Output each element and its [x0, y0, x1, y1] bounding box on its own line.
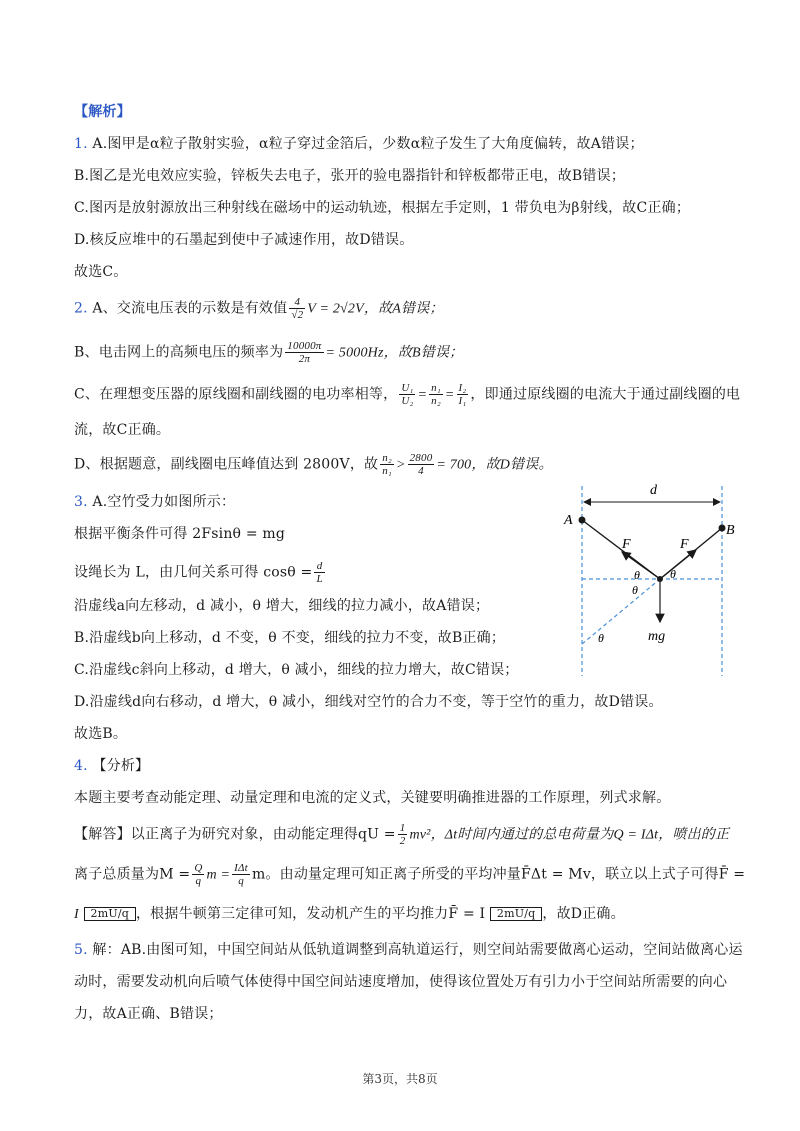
label-a: A	[564, 513, 573, 528]
force-right-arrow	[660, 550, 696, 579]
q3-line-d: D.沿虚线d向右移动，d 增大，θ 减小，细线对空竹的合力不变，等于空竹的重力，故D错误。	[74, 694, 663, 710]
q3-line-1: 根据平衡条件可得 2Fsinθ = mg	[74, 526, 286, 542]
q4-title: 4. 【分析】	[74, 758, 150, 774]
q3-line-c: C.沿虚线c斜向上移动，d 增大，θ 减小，细线的拉力增大，故C错误；	[74, 662, 519, 678]
q5-number: 5.	[74, 942, 88, 958]
q1-line-a: 1. A.图甲是α粒子散射实验，α粒子穿过金箔后，少数α粒子发生了大角度偏转，故A错误；	[74, 136, 644, 152]
q4-number: 4.	[74, 758, 88, 774]
q4-solution-2: 离子总质量为M = $\frac{Q}{q}$ m = $\frac{\text{IΔt}}{q}$ m。由动量定理可知正离子所受的平均冲量F̄Δt = Mv，联立以上式子可得F̄ =	[74, 862, 746, 887]
q2-line-d: D、根据题意，副线圈电压峰值达到 2800V，故 $\frac{\text{n₂}}{\text{n₁}}$ > $\frac{2800}{4}$ = 700，故D错误。	[74, 452, 553, 477]
q1-answer: 故选C。	[74, 264, 128, 280]
label-theta-3: θ	[632, 583, 638, 597]
fraction: $\frac{1}{2}$	[399, 822, 406, 847]
q5-line-3: 力，故A正确、B错误；	[74, 1006, 223, 1022]
q2-line-c: C、在理想变压器的原线圈和副线圈的电功率相等， $\frac{\text{U₁}}{\text{U₂}}$ = $\frac{\text{n₁}}{\text{n₂}}$ = $\frac{\text{I₂}}{\text{I₁}}$ ，即通过原线圈的电流大于通过副线圈的电	[74, 382, 741, 407]
force-left-arrow	[622, 552, 660, 579]
fraction: $\frac{\text{n₁}}{\text{n₂}}$	[431, 382, 441, 407]
q3-answer: 故选B。	[74, 726, 128, 742]
q3-line-b: B.沿虚线b向上移动，d 不变，θ 不变，细线的拉力不变，故B正确；	[74, 630, 506, 646]
q4-solution-3: I 2mU/q ，根据牛顿第三定律可知，发动机产生的平均推力F̄ = I 2mU/q ，故D正确。	[74, 906, 625, 922]
label-theta-4: θ	[598, 631, 604, 645]
q2-line-b: B、电击网上的高频电压的频率为 $\frac{10000\pi}{2\pi}$ = 5000Hz，故B错误；	[74, 340, 464, 365]
fraction: $\frac{\text{U₁}}{\text{U₂}}$	[401, 382, 414, 407]
label-theta-1: θ	[634, 568, 640, 582]
q4-analysis: 本题主要考查动能定理、动量定理和电流的定义式，关键要明确推进器的工作原理，列式求解。	[74, 790, 671, 806]
force-diagram	[556, 478, 756, 678]
point-b	[719, 525, 726, 532]
q5-line-2: 动时，需要发动机向后喷气体使得中国空间站速度增加，使得该位置处万有引力小于空间站所需要的向心	[74, 974, 728, 990]
fraction: $\frac{10000\pi}{2\pi}$	[287, 340, 322, 365]
fraction: $\frac{\text{IΔt}}{q}$	[234, 862, 248, 887]
q1-line-d: D.核反应堆中的石墨起到使中子减速作用，故D错误。	[74, 232, 414, 248]
point-a	[579, 517, 586, 524]
q1-line-b: B.图乙是光电效应实验，锌板失去电子，张开的验电器指针和锌板都带正电，故B错误；	[74, 168, 626, 184]
label-f-left: F	[622, 537, 631, 552]
q2-line-c-cont: 流，故C正确。	[74, 422, 171, 438]
q2-number: 2.	[74, 300, 88, 317]
label-b: B	[726, 523, 735, 538]
label-f-right: F	[680, 537, 689, 552]
label-mg: mg	[648, 629, 666, 644]
label-d: d	[650, 483, 657, 498]
q2-line-a: 2. A、交流电压表的示数是有效值 $\frac{4}{√2}$ V = 2√2V，故A错误；	[74, 296, 444, 321]
sqrt-expression: 2mU/q	[84, 907, 136, 921]
fraction: $\frac{d}{L}$	[316, 560, 323, 585]
page-footer: 第3页，共8页	[362, 1072, 438, 1086]
q3-line-a: 沿虚线a向左移动，d 减小，θ 增大，细线的拉力减小，故A错误；	[74, 598, 490, 614]
fraction: $\frac{\text{I₂}}{\text{I₁}}$	[458, 382, 467, 407]
fraction: $\frac{4}{√2}$	[291, 296, 304, 321]
label-theta-2: θ	[670, 567, 676, 581]
fraction: $\frac{Q}{q}$	[194, 862, 203, 887]
q1-number: 1.	[74, 136, 88, 152]
q3-line-2: 设绳长为 L，由几何关系可得 cosθ = $\frac{d}{L}$	[74, 560, 323, 585]
q4-solution-1: 【解答】以正离子为研究对象，由动能定理得qU = $\frac{1}{2}$ mv²，Δt时间内通过的总电荷量为Q = IΔt，喷出的正	[74, 822, 730, 847]
q3-intro: 3. A.空竹受力如图所示：	[74, 494, 236, 510]
sqrt-expression: 2mU/q	[490, 907, 542, 921]
fraction: $\frac{\text{n₂}}{\text{n₁}}$	[382, 452, 392, 477]
q1-line-c: C.图丙是放射源放出三种射线在磁场中的运动轨迹，根据左手定则，1 带负电为β射线，故C正确；	[74, 200, 691, 216]
q5-line-1: 5. 解：AB.由图可知，中国空间站从低轨道调整到高轨道运行，则空间站需要做离心运动，空间站做离心运	[74, 942, 743, 958]
section-label: 【解析】	[74, 104, 131, 120]
q3-number: 3.	[74, 494, 88, 510]
fraction: $\frac{2800}{4}$	[409, 452, 433, 477]
